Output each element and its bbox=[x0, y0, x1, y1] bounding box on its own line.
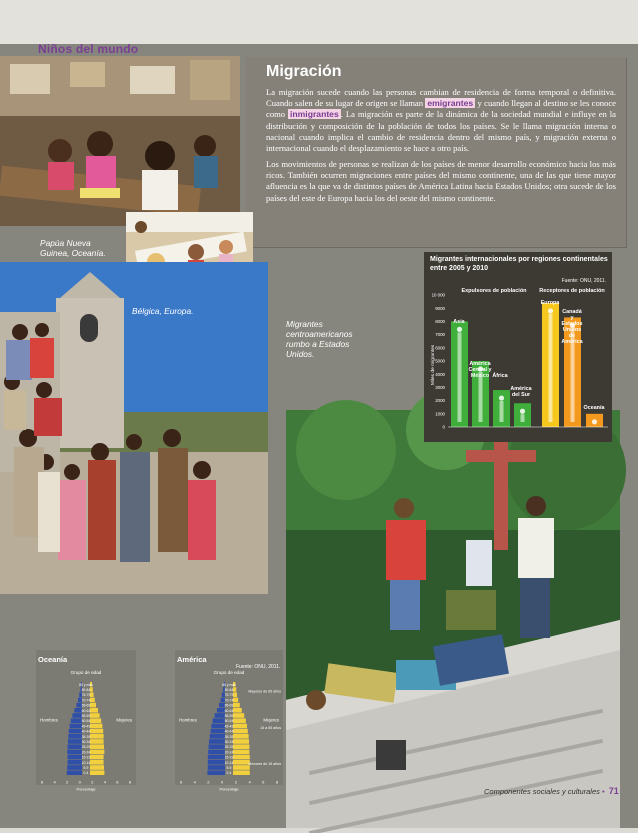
person-icon bbox=[520, 409, 525, 414]
label-acm-2: Central y bbox=[468, 367, 492, 373]
female-bar bbox=[90, 734, 104, 739]
male-bar bbox=[209, 744, 225, 749]
male-bar bbox=[71, 718, 82, 723]
y-tick-label: 3000 bbox=[435, 385, 445, 390]
pyramid-subtitle: Grupo de edad bbox=[213, 670, 245, 675]
x-tick-label: 4 bbox=[248, 779, 251, 785]
male-bar bbox=[208, 750, 225, 755]
female-bar bbox=[90, 765, 104, 770]
age-group-label: 45-49 bbox=[224, 724, 234, 729]
age-group-label: 65-69 bbox=[81, 703, 91, 708]
america-pyramid-source: Fuente: ONU, 2011. bbox=[236, 664, 281, 670]
paragraph-1 bbox=[266, 87, 616, 154]
person-body-icon bbox=[458, 332, 462, 422]
train-photo bbox=[286, 410, 620, 828]
x-tick-label: 2 bbox=[207, 779, 210, 785]
female-bar bbox=[90, 718, 101, 723]
person-body-icon bbox=[549, 314, 553, 422]
y-axis-label: Miles de migrantes bbox=[431, 344, 436, 386]
label-cusa-4: Unidos bbox=[562, 327, 582, 333]
female-bar bbox=[90, 708, 98, 713]
x-tick-label: 4 bbox=[53, 779, 56, 785]
y-tick-label: 6000 bbox=[435, 345, 445, 351]
x-axis-label: Porcentaje bbox=[219, 786, 239, 792]
male-bar bbox=[67, 770, 82, 775]
age-group-label: 60-64 bbox=[224, 708, 234, 713]
page-number: 71 bbox=[608, 786, 619, 796]
female-bar bbox=[90, 755, 104, 760]
migration-bar-chart bbox=[424, 270, 612, 442]
age-group-label: 60-64 bbox=[81, 708, 91, 713]
age-group-label: 75-79 bbox=[81, 693, 91, 698]
x-axis-label: Porcentaje bbox=[76, 786, 96, 792]
female-bar bbox=[90, 692, 94, 697]
age-group-label: 40-44 bbox=[81, 729, 91, 734]
age-group-label: 0-4 bbox=[226, 771, 232, 776]
age-group-label: 0-4 bbox=[83, 771, 89, 776]
male-bar bbox=[70, 724, 82, 729]
label-oceania: Oceanía bbox=[583, 405, 605, 411]
x-tick-label: 4 bbox=[193, 779, 196, 785]
female-bar bbox=[90, 724, 102, 729]
age-group-label: 20-24 bbox=[224, 750, 234, 755]
person-icon bbox=[499, 395, 504, 400]
label-cusa-1: Canadá bbox=[562, 309, 582, 315]
female-bar bbox=[233, 739, 249, 744]
female-bar bbox=[233, 703, 240, 708]
age-group-label: 35-39 bbox=[224, 734, 234, 739]
age-group-label: 30-34 bbox=[81, 740, 91, 744]
label-cusa-6: América bbox=[561, 339, 583, 345]
x-tick-label: 6 bbox=[262, 779, 265, 785]
age-group-label: 10-14 bbox=[224, 760, 234, 765]
x-tick-label: 8 bbox=[275, 779, 279, 785]
age-group-label: 45-49 bbox=[81, 724, 91, 729]
age-group-label: 70-74 bbox=[224, 698, 234, 703]
label-cusa-5: de bbox=[568, 333, 576, 339]
female-bar bbox=[233, 729, 248, 734]
female-bar bbox=[233, 692, 237, 697]
y-tick-label: 1000 bbox=[435, 411, 445, 417]
group-label-receptores: Receptores de población bbox=[539, 288, 605, 294]
age-group-label: 80-84 bbox=[224, 688, 234, 692]
y-tick-label: 8000 bbox=[435, 319, 445, 324]
age-group-label: 10-14 bbox=[81, 760, 91, 765]
female-bar bbox=[90, 729, 103, 734]
age-group-label: 35-39 bbox=[81, 734, 91, 739]
caption-migrantes: Migrantes centroamericanos rumbo a Estados Unidos. bbox=[286, 319, 353, 359]
person-body-icon bbox=[479, 372, 483, 422]
male-bar bbox=[69, 729, 82, 734]
y-tick-label: 0 bbox=[442, 424, 445, 430]
x-tick-label: 6 bbox=[40, 779, 44, 785]
label-mujeres: Mujeres bbox=[263, 717, 279, 723]
age-group-label: 40-44 bbox=[224, 729, 234, 734]
label-as-2: del Sur bbox=[511, 392, 531, 398]
label-asia: Asia bbox=[453, 319, 465, 325]
age-group-label: 85 y más bbox=[222, 682, 236, 687]
label-acm-3: México bbox=[470, 373, 490, 379]
female-bar bbox=[233, 698, 238, 703]
term-inmigrantes: inmigrantes bbox=[290, 109, 339, 120]
age-group-label: 25-29 bbox=[224, 745, 234, 750]
america-population-pyramid bbox=[175, 664, 283, 792]
p1-text-b: y cuando llegan al destino se les conoce como bbox=[266, 98, 616, 120]
age-range-annotation: Menores de 15 años bbox=[248, 762, 281, 767]
person-body-icon bbox=[521, 414, 525, 422]
group-label-expulsores: Expulsores de población bbox=[461, 288, 527, 294]
p1-text-c: . La migración es parte de la dinámica de la sociedad mundial e influye en la distribución y composición de la población de todos los países. Se le llama migración interna o nacional cuando implica el cambio de residencia dentro del mismo país, y migración externa o internacional cuando el desplazamiento se hace a otro país. bbox=[266, 109, 616, 154]
caption-papua: Papúa Nueva Guinea, Oceanía. bbox=[40, 238, 106, 258]
male-bar bbox=[67, 750, 82, 755]
female-bar bbox=[90, 750, 104, 755]
footer-text: Componentes sociales y culturales bbox=[484, 787, 600, 796]
female-bar bbox=[233, 687, 236, 692]
page-title: Migración bbox=[266, 63, 342, 80]
female-bar bbox=[90, 698, 95, 703]
age-group-label: 25-29 bbox=[81, 745, 91, 750]
male-bar bbox=[213, 718, 225, 723]
label-acm-1: América bbox=[469, 361, 491, 367]
classroom-photo bbox=[0, 56, 240, 226]
male-bar bbox=[210, 734, 225, 739]
paragraph-2: Los movimientos de personas se realizan de los países de menor desarrollo económico hacia los más ricos. También ocurren migraciones entre países del mismo continente, una de las que tiene mayor afluencia es la que va de distintos países de América Latina hacia Estados Unidos; otra sucede de los países del este de Europa hacia los del oeste del mismo continente. bbox=[266, 159, 616, 203]
america-pyramid-title: América bbox=[177, 655, 207, 664]
female-bar bbox=[90, 703, 96, 708]
male-bar bbox=[67, 765, 82, 770]
age-group-label: 55-59 bbox=[81, 714, 91, 718]
y-tick-label: 2000 bbox=[435, 398, 445, 404]
male-bar bbox=[68, 744, 82, 749]
person-icon bbox=[592, 419, 597, 424]
x-tick-label: 2 bbox=[91, 779, 94, 785]
male-bar bbox=[68, 739, 82, 744]
female-bar bbox=[233, 744, 249, 749]
person-icon bbox=[548, 308, 553, 313]
caption-belgica: Bélgica, Europa. bbox=[132, 306, 194, 316]
male-bar bbox=[215, 713, 225, 718]
migration-chart-title: Migrantes internacionales por regiones continentales entre 2005 y 2010 bbox=[430, 256, 608, 272]
label-europa: Europa bbox=[540, 300, 560, 306]
male-bar bbox=[211, 729, 225, 734]
label-hombres: Hombres bbox=[40, 717, 58, 723]
footer bbox=[484, 786, 619, 796]
x-tick-label: 8 bbox=[128, 779, 132, 785]
age-group-label: 80-84 bbox=[81, 688, 91, 692]
x-tick-label: 0 bbox=[221, 779, 224, 785]
oceania-population-pyramid bbox=[36, 664, 136, 792]
male-bar bbox=[68, 760, 82, 765]
female-bar bbox=[90, 760, 104, 765]
label-hombres: Hombres bbox=[179, 717, 197, 723]
male-bar bbox=[209, 739, 225, 744]
female-bar bbox=[233, 770, 250, 775]
pyramid-subtitle: Grupo de edad bbox=[70, 670, 102, 675]
bullet: • bbox=[602, 787, 605, 796]
age-group-label: 15-19 bbox=[224, 755, 234, 760]
y-tick-label: 10 000 bbox=[431, 292, 445, 298]
age-group-label: 50-54 bbox=[81, 719, 91, 724]
age-group-label: 20-24 bbox=[81, 750, 91, 755]
age-group-label: 85 y más bbox=[79, 682, 93, 687]
chart-source: Fuente: ONU, 2011. bbox=[561, 278, 606, 284]
label-as-1: América bbox=[510, 386, 532, 392]
male-bar bbox=[68, 755, 82, 760]
male-bar bbox=[207, 770, 225, 775]
term-emigrantes: emigrantes bbox=[427, 98, 474, 109]
female-bar bbox=[233, 708, 242, 713]
y-tick-label: 4000 bbox=[435, 371, 445, 377]
male-bar bbox=[72, 713, 82, 718]
age-group-label: 15-19 bbox=[81, 755, 91, 760]
x-tick-label: 2 bbox=[234, 779, 237, 785]
x-tick-label: 0 bbox=[78, 779, 81, 785]
y-tick-label: 7000 bbox=[435, 332, 445, 338]
p1-text-a: La migración sucede cuando las personas cambian de residencia de forma temporal o definitiva. Cuando salen de su lugar de origen se llaman bbox=[266, 87, 616, 109]
section-label: Niños del mundo bbox=[38, 42, 139, 56]
female-bar bbox=[233, 750, 249, 755]
age-range-annotation: 15 a 65 años bbox=[260, 725, 281, 730]
female-bar bbox=[233, 755, 250, 760]
male-bar bbox=[208, 755, 225, 760]
female-bar bbox=[90, 770, 104, 775]
female-bar bbox=[233, 734, 249, 739]
age-group-label: 5-9 bbox=[83, 766, 89, 770]
age-group-label: 5-9 bbox=[226, 766, 232, 770]
female-bar bbox=[90, 739, 104, 744]
male-bar bbox=[208, 765, 225, 770]
age-group-label: 55-59 bbox=[224, 714, 234, 718]
x-tick-label: 2 bbox=[66, 779, 69, 785]
age-group-label: 75-79 bbox=[224, 693, 234, 698]
male-bar bbox=[211, 724, 225, 729]
y-tick-label: 9000 bbox=[435, 305, 445, 311]
label-mujeres: Mujeres bbox=[116, 717, 132, 723]
female-bar bbox=[90, 744, 104, 749]
label-cusa-2: y bbox=[570, 315, 574, 321]
y-tick-label: 5000 bbox=[435, 358, 445, 364]
female-bar bbox=[233, 724, 247, 729]
female-bar bbox=[90, 713, 100, 718]
x-tick-label: 6 bbox=[116, 779, 119, 785]
female-bar bbox=[233, 713, 244, 718]
age-group-label: 70-74 bbox=[81, 698, 91, 703]
person-body-icon bbox=[500, 401, 504, 422]
female-bar bbox=[90, 687, 93, 692]
x-tick-label: 4 bbox=[103, 779, 106, 785]
age-range-annotation: Mayores de 65 años bbox=[248, 689, 281, 694]
age-group-label: 65-69 bbox=[224, 703, 234, 708]
female-bar bbox=[233, 718, 246, 723]
label-africa: África bbox=[492, 373, 508, 379]
oceania-pyramid-title: Oceanía bbox=[38, 655, 68, 664]
person-icon bbox=[457, 327, 462, 332]
label-cusa-3: Estados bbox=[561, 321, 583, 327]
x-tick-label: 6 bbox=[179, 779, 183, 785]
male-bar bbox=[68, 734, 82, 739]
age-group-label: 50-54 bbox=[224, 719, 234, 724]
age-group-label: 30-34 bbox=[224, 740, 234, 744]
male-bar bbox=[208, 760, 225, 765]
